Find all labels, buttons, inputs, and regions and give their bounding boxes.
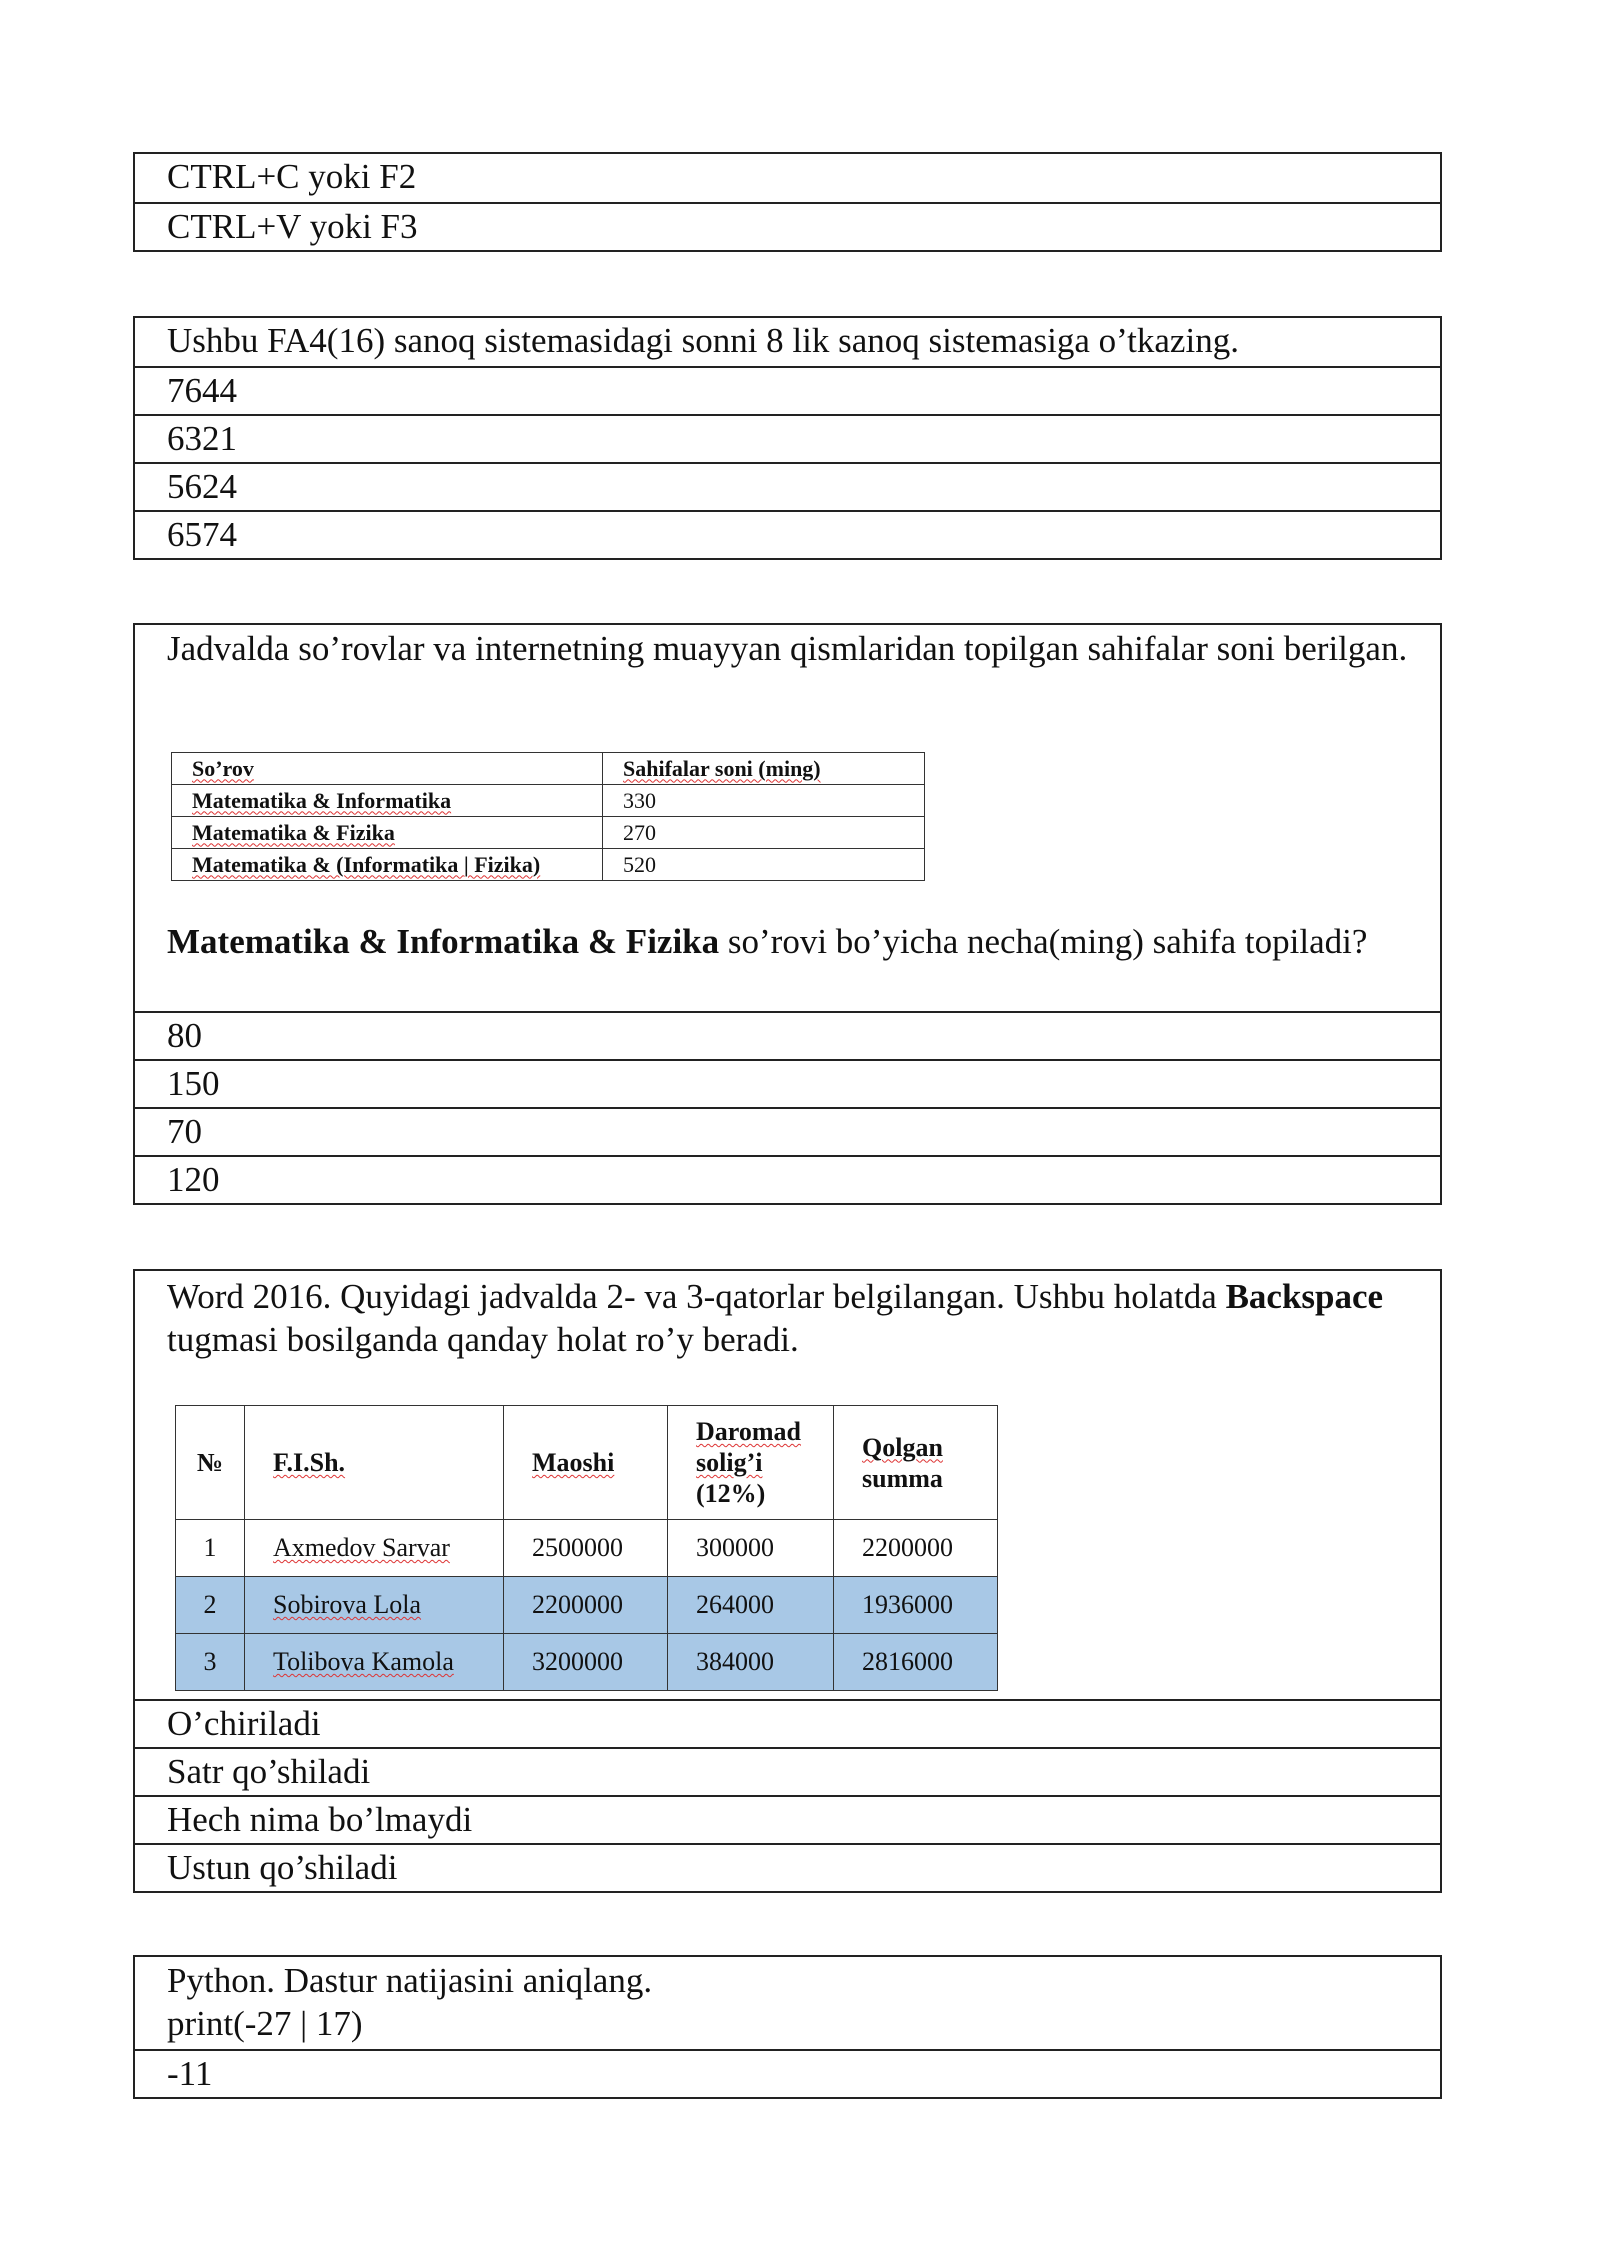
answer-option: CTRL+C yoki F2 <box>167 157 417 196</box>
table-header: Daromad <box>696 1417 801 1446</box>
table-cell: 1936000 <box>834 1577 998 1634</box>
answer-option: Ustun qo’shiladi <box>135 1843 1440 1891</box>
question-intro: Word 2016. Quyidagi jadvalda 2- va 3-qatorlar belgilangan. Ushbu holatda <box>167 1277 1226 1316</box>
question-body <box>135 1957 1440 2049</box>
question-text <box>135 920 1440 963</box>
table-cell: Matematika & Informatika <box>192 787 452 813</box>
question-text <box>135 1271 1440 1361</box>
table-header: So’rov <box>192 755 254 781</box>
question-block-3 <box>133 623 1442 1205</box>
table-row-selected <box>176 1577 998 1634</box>
answer-option: 120 <box>135 1155 1440 1203</box>
answer-option: 6321 <box>135 414 1440 462</box>
question-body <box>135 1271 1440 1699</box>
table-header: solig’i <box>696 1448 763 1477</box>
question-block-5 <box>133 1955 1442 2099</box>
question-text: Python. Dastur natijasini aniqlang. <box>167 1961 653 2000</box>
table-cell: 2 <box>176 1577 245 1634</box>
search-results-table <box>171 752 925 881</box>
answer-option: 80 <box>135 1011 1440 1059</box>
answer-option: Satr qo’shiladi <box>135 1747 1440 1795</box>
table-cell: 2200000 <box>504 1577 668 1634</box>
question-block-4 <box>133 1269 1442 1893</box>
table-cell: 2200000 <box>834 1520 998 1577</box>
table-cell: 2500000 <box>504 1520 668 1577</box>
answer-option: Hech nima bo’lmaydi <box>135 1795 1440 1843</box>
table-header: Qolgan <box>862 1432 943 1462</box>
table-row <box>172 849 925 881</box>
answer-option: CTRL+V yoki F3 <box>135 202 1440 250</box>
table-cell: 3200000 <box>504 1634 668 1691</box>
table-header: (12%) <box>696 1479 766 1508</box>
question-block-1 <box>133 152 1442 252</box>
table-cell: Axmedov Sarvar <box>273 1533 450 1562</box>
question-text: Ushbu FA4(16) sanoq sistemasidagi sonni 8 lik sanoq sistemasiga o’tkazing. <box>167 321 1239 360</box>
answer-option: 150 <box>135 1059 1440 1107</box>
question-intro: Jadvalda so’rovlar va internetning muayyan qismlaridan topilgan sahifalar soni berilgan. <box>167 629 1408 668</box>
code-line: print(-27 | 17) <box>167 2004 363 2043</box>
answer-option: O’chiriladi <box>135 1699 1440 1747</box>
table-cell: 1 <box>176 1520 245 1577</box>
table-cell: 384000 <box>668 1634 834 1691</box>
question-bold: Backspace <box>1225 1277 1384 1316</box>
answer-option: -11 <box>135 2049 1440 2097</box>
table-cell: 300000 <box>668 1520 834 1577</box>
table-row <box>172 817 925 849</box>
table-row-selected <box>176 1634 998 1691</box>
question-rest: so’rovi bo’yicha necha(ming) sahifa topiladi? <box>719 922 1368 961</box>
question-block-2 <box>133 316 1442 560</box>
table-header: summa <box>862 1463 943 1493</box>
answer-option: 6574 <box>135 510 1440 558</box>
question-bold: Matematika & Informatika & Fizika <box>167 922 720 961</box>
answer-option: 70 <box>135 1107 1440 1155</box>
table-cell: Tolibova Kamola <box>273 1647 454 1676</box>
answer-option: 5624 <box>135 462 1440 510</box>
table-cell: 270 <box>603 817 925 849</box>
table-header: № <box>176 1406 245 1520</box>
table-cell: Matematika & Fizika <box>192 819 395 845</box>
table-cell: 2816000 <box>834 1634 998 1691</box>
table-cell: Matematika & (Informatika | Fizika) <box>192 851 541 877</box>
table-cell: 3 <box>176 1634 245 1691</box>
table-cell: 330 <box>603 785 925 817</box>
table-row <box>172 785 925 817</box>
table-header: F.I.Sh. <box>273 1448 346 1477</box>
table-cell: Sobirova Lola <box>273 1590 422 1619</box>
answer-option: 7644 <box>135 366 1440 414</box>
table-row <box>176 1520 998 1577</box>
question-body <box>135 625 1440 1011</box>
question-rest: tugmasi bosilganda qanday holat ro’y beradi. <box>167 1320 799 1359</box>
table-cell: 520 <box>603 849 925 881</box>
table-header: Maoshi <box>532 1448 615 1477</box>
table-cell: 264000 <box>668 1577 834 1634</box>
salary-table <box>175 1405 998 1691</box>
table-header: Sahifalar soni (ming) <box>623 755 821 781</box>
